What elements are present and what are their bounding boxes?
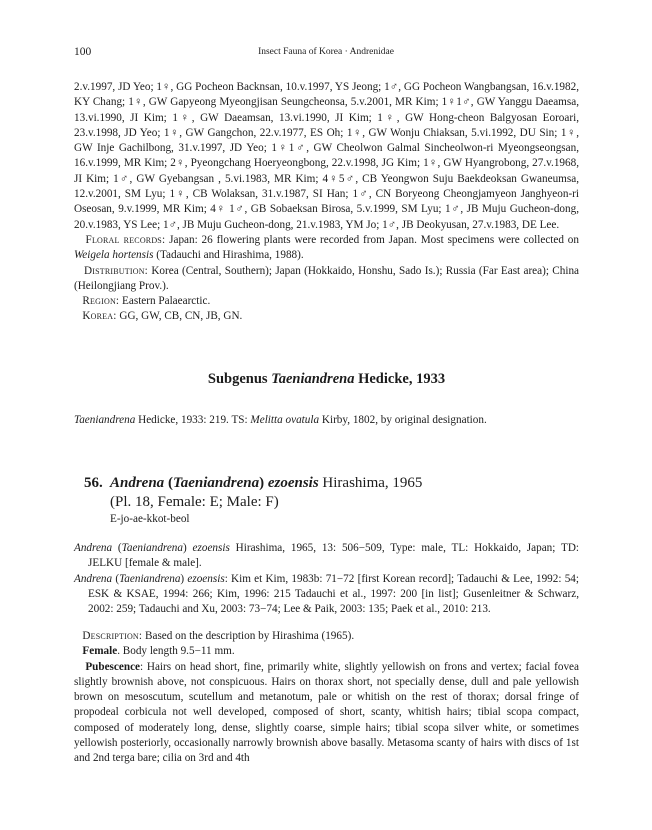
region-text: Eastern Palaearctic.: [122, 295, 211, 308]
floral-records-text-end: (Tadauchi and Hirashima, 1988).: [153, 249, 304, 262]
pubescence-text: : Hairs on head short, fine, primarily white, slightly yellowish on frons and vertex; facial fovea slightly brownish above, not conspicuous. Hairs on thorax short, not specially dense, dull and pale yellowish brown on mesoscutum, scutellum and metanotum, pale or whitish on the rest of thorax; dorsal fringe of propodeal corbicula not well developed, composed of short, scanty, whitish hairs; tibial scopa compact, composed of moderately long, dense, slightly coarse, simple hairs; tibial scopa silver white, or sometimes yellowish posteriorly, occasionally narrowly brownish above basally. Metasoma scanty of hairs with discs of 1st and 2nd terga bare; cilia on 3rd and 4th: [74, 660, 579, 765]
korea-label: Korea:: [82, 310, 117, 323]
floral-records-text: Japan: 26 flowering plants were recorded from Japan. Most specimens were collected on: [169, 233, 579, 246]
subgenus-name: Taeniandrena: [271, 371, 355, 387]
species-author: Hirashima, 1965: [318, 475, 423, 491]
page-header: [74, 46, 578, 62]
type-species-name: Melitta ovatula: [250, 414, 320, 426]
subgenus-author: Hedicke, 1933: [354, 371, 446, 387]
floral-records-paragraph: [74, 233, 579, 264]
floral-records-label: Floral records:: [85, 233, 166, 246]
region-paragraph: [74, 294, 579, 309]
subgenus-heading: [74, 371, 579, 388]
distribution-text: Korea (Central, Southern); Japan (Hokkaido, Honshu, Sado Is.); Russia (Far East area); China (Heilongjiang Prov.).: [74, 264, 579, 292]
female-label: Female: [82, 645, 118, 658]
ref-text: Hirashima, 1965, 13: 506−509, Type: male, TL: Hokkaido, Japan; TD: JELKU [female & male].: [88, 542, 580, 570]
species-plates: (Pl. 18, Female: E; Male: F): [110, 494, 279, 510]
species-genus: Andrena: [110, 475, 165, 491]
ref-genus: Andrena: [74, 542, 113, 554]
reference-entry: Andrena (Taeniandrena) ezoensis Hirashima, 1965, 13: 506−509, Type: male, TL: Hokkaido, Japan; TD: JELKU [female & male].: [74, 542, 580, 570]
ref-text: : Kim et Kim, 1983b: 71−72 [first Korean record]; Tadauchi & Lee, 1992: 54; ESK & KSAE, 1994: 266; Kim, 1996: 215 Tadauchi et al., 1997: 200 [in list]; Gusenleitner & Schwarz, 2002: 259; Tadauchi and Xu, 2003: 73−74; Lee & Paik, 2003: 135; Paek et al., 2010: 213.: [88, 572, 579, 616]
subgenus-reference: [74, 414, 579, 426]
ref-subgenus: Taeniandrena: [121, 542, 183, 554]
species-title-line: 56. Andrena (Taeniandrena) ezoensis Hirashima, 1965: [84, 475, 423, 491]
female-text: . Body length 9.5−11 mm.: [117, 645, 235, 658]
pubescence-label: Pubescence: [85, 660, 140, 673]
specimen-records-paragraph: 2.v.1997, JD Yeo; 1♀, GG Pocheon Backnsan, 10.v.1997, YS Jeong; 1♂, GG Pocheon Wangbangsan, 16.v.1982, KY Chang; 1♀, GW Gapyeong Myeongjisan Seungcheonsa, 5.v.2001, MR Kim; 1♀1♂, GW Yanggu Daeamsa, 13.vi.1990, JI Kim; 1♀, GW Daeamsan, 13.vi.1990, JI Kim; 1♀, GW Hong-cheon Balgyosan Eoroari, 23.v.1998, JD Yeo; 1♀, GW Gangchon, 22.v.1977, ES Oh; 1♀, GW Wonju Chiaksan, 5.vi.1992, DU Sin; 1♀, GW Inje Gachilbong, 31.v.1997, JD Yeo; 1♀1♂, GW Cheolwon Galmal Sincheolwon-ri Myeongseongsan, 16.v.1999, MR Kim; 2♀, Pyeongchang Hoeryeongbong, 22.v.1998, JG Kim; 1♀, GW Hyangrobong, 27.v.1968, JI Kim; 1♂, GW Gyebangsan , 5.vi.1983, MR Kim; 4♀5♂, CB Yeongwon Suju Baekdeoksan Gwaneumsa, 12.v.2001, SM Lyu; 1♀, CB Wolaksan, 31.v.1987, SI Han; 1♂, CN Boryeong Cheongjamyeon Janghyeon-ri Oseosan, 9.v.1999, MR Kim; 4♀ 1♂, GB Sobaeksan Birosa, 5.v.1999, SM Lyu; 1♂, JB Muju Gucheon-dong, 20.v.1983, YS Lee; 1♂, JB Muju Gucheon-dong, 21.v.1983, YM Jo; 1♂, JB Deokyusan, 27.v.1983, DE Lee.: [74, 81, 579, 231]
species-heading: [84, 474, 422, 527]
female-paragraph: [74, 644, 579, 659]
synonymy-list: [74, 541, 579, 617]
distribution-paragraph: [74, 264, 579, 295]
pubescence-paragraph: [74, 660, 579, 767]
subgenus-prefix: Subgenus: [207, 371, 272, 387]
page-number: 100: [74, 46, 92, 58]
description-paragraph: [74, 629, 579, 644]
records-section: [74, 80, 579, 325]
korea-paragraph: [74, 309, 579, 324]
korea-text: GG, GW, CB, CN, JB, GN.: [119, 310, 243, 323]
reference-entry: Andrena (Taeniandrena) ezoensis: Kim et Kim, 1983b: 71−72 [first Korean record]; Tadauchi & Lee, 1992: 54; ESK & KSAE, 1994: 266; Kim, 1996: 215 Tadauchi et al., 1997: 200 [in list]; Gusenleitner & Schwarz, 2002: 259; Tadauchi and Xu, 2003: 73−74; Lee & Paik, 2003: 135; Paek et al., 2010: 213.: [74, 572, 579, 616]
distribution-label: Distribution:: [83, 264, 148, 277]
ref-genus: Andrena: [74, 572, 113, 585]
floral-plant-name: Weigela hortensis: [74, 249, 154, 262]
species-subgenus: Taeniandrena: [172, 475, 260, 491]
description-text: Based on the description by Hirashima (1965).: [145, 630, 355, 642]
ref-epithet: ezoensis: [192, 542, 230, 554]
ref-subgenus: Taeniandrena: [119, 572, 181, 585]
description-section: [74, 629, 579, 767]
species-vernacular-name: E-jo-ae-kkot-beol: [110, 513, 190, 525]
region-label: Region:: [82, 295, 120, 308]
species-epithet: ezoensis: [267, 475, 319, 491]
subgenus-ref-text: Hedicke, 1933: 219. TS:: [135, 414, 251, 426]
running-title: Insect Fauna of Korea · Andrenidae: [258, 47, 394, 57]
ref-epithet: ezoensis: [187, 572, 225, 585]
description-label: Description:: [82, 630, 143, 642]
subgenus-ref-name: Taeniandrena: [74, 414, 136, 426]
species-number: 56.: [84, 475, 103, 491]
subgenus-ref-text-end: Kirby, 1802, by original designation.: [319, 414, 487, 426]
